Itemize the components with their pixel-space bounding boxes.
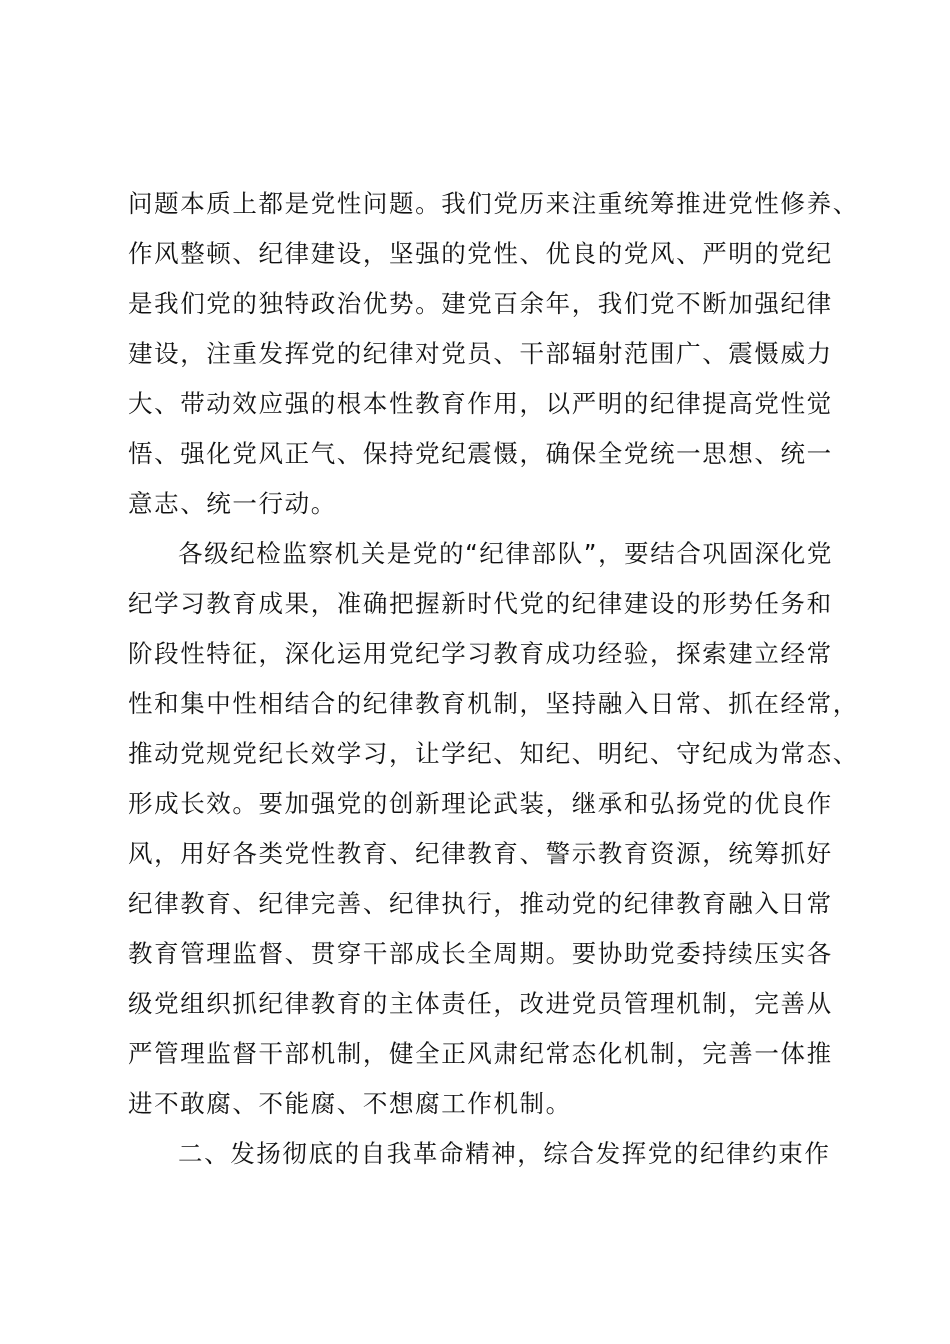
text-line: 悟、强化党风正气、保持党纪震慑，确保全党统一思想、统一 bbox=[128, 439, 833, 468]
text-line: 阶段性特征，深化运用党纪学习教育成功经验，探索建立经常 bbox=[128, 639, 833, 668]
text-line: 大、带动效应强的根本性教育作用，以严明的纪律提高党性觉 bbox=[128, 389, 833, 418]
text-line: 性和集中性相结合的纪律教育机制，坚持融入日常、抓在经常， bbox=[128, 689, 859, 718]
section-heading-line: 二、发扬彻底的自我革命精神，综合发挥党的纪律约束作 bbox=[178, 1139, 831, 1168]
text-line: 形成长效。要加强党的创新理论武装，继承和弘扬党的优良作 bbox=[128, 789, 833, 818]
text-line: 教育管理监督、贯穿干部成长全周期。要协助党委持续压实各 bbox=[128, 939, 833, 968]
text-line: 严管理监督干部机制，健全正风肃纪常态化机制，完善一体推 bbox=[128, 1039, 833, 1068]
text-line: 风，用好各类党性教育、纪律教育、警示教育资源，统筹抓好 bbox=[128, 839, 833, 868]
text-line: 是我们党的独特政治优势。建党百余年，我们党不断加强纪律 bbox=[128, 289, 833, 318]
text-line: 纪律教育、纪律完善、纪律执行，推动党的纪律教育融入日常 bbox=[128, 889, 833, 918]
text-line: 推动党规党纪长效学习，让学纪、知纪、明纪、守纪成为常态、 bbox=[128, 739, 859, 768]
body-text bbox=[128, 179, 859, 1179]
text-line: 意志、统一行动。 bbox=[128, 489, 337, 518]
paragraph-first-line: 各级纪检监察机关是党的“纪律部队”，要结合巩固深化党 bbox=[178, 539, 833, 568]
text-line: 建设，注重发挥党的纪律对党员、干部辐射范围广、震慑威力 bbox=[128, 339, 833, 368]
text-line: 作风整顿、纪律建设，坚强的党性、优良的党风、严明的党纪 bbox=[128, 239, 833, 268]
text-line: 问题本质上都是党性问题。我们党历来注重统筹推进党性修养、 bbox=[128, 189, 859, 218]
text-line: 级党组织抓纪律教育的主体责任，改进党员管理机制，完善从 bbox=[128, 989, 833, 1018]
text-line: 纪学习教育成果，准确把握新时代党的纪律建设的形势任务和 bbox=[128, 589, 833, 618]
text-line: 进不敢腐、不能腐、不想腐工作机制。 bbox=[128, 1089, 572, 1118]
